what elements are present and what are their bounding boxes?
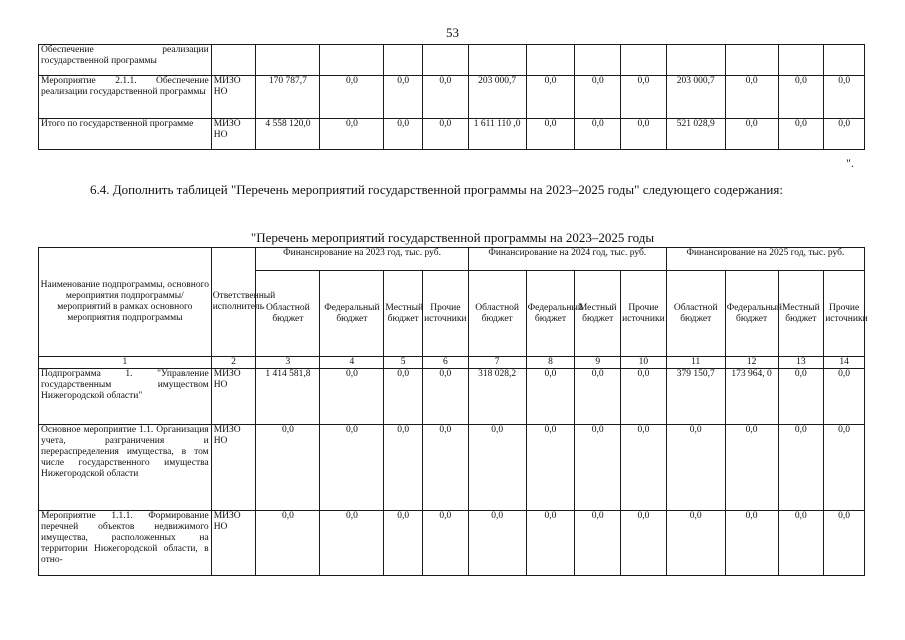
cell-value: 0,0 <box>621 119 667 150</box>
cell-value: 0,0 <box>468 425 526 511</box>
row-name: Подпрограмма 1. "Управление государственным имуществом Нижегородской области" <box>39 369 212 425</box>
column-number: 12 <box>725 357 778 369</box>
cell-value: 0,0 <box>384 119 423 150</box>
cell-value <box>621 45 667 76</box>
row-name: Обеспечение реализации государственной программы <box>39 45 212 76</box>
cell-value: 0,0 <box>725 119 778 150</box>
cell-value: 0,0 <box>320 369 384 425</box>
cell-value: 203 000,7 <box>468 76 526 119</box>
cell-value <box>468 45 526 76</box>
cell-value: 0,0 <box>384 511 423 576</box>
table-row <box>39 45 865 76</box>
cell-value: 0,0 <box>256 511 320 576</box>
cell-value: 0,0 <box>422 425 468 511</box>
header-row-groups <box>39 248 865 271</box>
cell-value: 318 028,2 <box>468 369 526 425</box>
cell-value: 0,0 <box>725 76 778 119</box>
cell-value: 0,0 <box>384 369 423 425</box>
cell-value: 173 964, 0 <box>725 369 778 425</box>
cell-value: 4 558 120,0 <box>256 119 320 150</box>
header-local-budget: Местный бюджет <box>384 271 423 357</box>
header-other-sources: Прочие источники <box>824 271 865 357</box>
cell-value: 0,0 <box>666 511 725 576</box>
column-number: 13 <box>778 357 824 369</box>
header-other-sources: Прочие источники <box>621 271 667 357</box>
column-number: 14 <box>824 357 865 369</box>
column-number: 10 <box>621 357 667 369</box>
top-table <box>38 44 865 150</box>
header-year-2024: Финансирование на 2024 год, тыс. руб. <box>468 248 666 271</box>
cell-value <box>384 45 423 76</box>
header-federal-budget: Федеральный бюджет <box>320 271 384 357</box>
cell-value: 0,0 <box>621 511 667 576</box>
cell-value: 0,0 <box>384 425 423 511</box>
cell-value: 0,0 <box>320 76 384 119</box>
cell-value: 0,0 <box>526 425 575 511</box>
header-year-2025: Финансирование на 2025 год, тыс. руб. <box>666 248 864 271</box>
cell-value: 170 787,7 <box>256 76 320 119</box>
cell-value: 0,0 <box>423 119 469 150</box>
cell-value: 0,0 <box>575 369 621 425</box>
row-responsible: МИЗО НО <box>211 76 256 119</box>
cell-value: 0,0 <box>621 369 667 425</box>
cell-value: 0,0 <box>256 425 320 511</box>
cell-value: 379 150,7 <box>666 369 725 425</box>
cell-value: 0,0 <box>526 369 575 425</box>
header-regional-budget: Областной бюджет <box>468 271 526 357</box>
table-row <box>39 119 865 150</box>
cell-value: 0,0 <box>575 425 621 511</box>
header-federal-budget: Федеральный бюджет <box>526 271 575 357</box>
cell-value: 0,0 <box>320 119 384 150</box>
header-regional-budget: Областной бюджет <box>256 271 320 357</box>
cell-value: 0,0 <box>384 76 423 119</box>
column-number: 4 <box>320 357 384 369</box>
cell-value <box>423 45 469 76</box>
row-name: Мероприятие 1.1.1. Формирование перечней объектов недвижимого имущества, расположенных на территории Нижегородской области, в отно- <box>39 511 212 576</box>
cell-value: 0,0 <box>824 425 865 511</box>
cell-value: 203 000,7 <box>666 76 725 119</box>
cell-value: 0,0 <box>422 511 468 576</box>
column-number: 1 <box>39 357 212 369</box>
cell-value <box>824 45 865 76</box>
cell-value: 0,0 <box>778 425 824 511</box>
cell-value: 0,0 <box>824 511 865 576</box>
cell-value: 0,0 <box>621 425 667 511</box>
cell-value <box>666 45 725 76</box>
table-row <box>39 511 865 576</box>
column-number: 2 <box>211 357 256 369</box>
cell-value: 521 028,9 <box>666 119 725 150</box>
cell-value <box>725 45 778 76</box>
column-number: 9 <box>575 357 621 369</box>
header-name-col: Наименование подпрограммы, основного мероприятия подпрограммы/ мероприятий в рамках основного мероприятия подпрограммы <box>39 248 212 357</box>
cell-value <box>778 45 824 76</box>
column-number: 11 <box>666 357 725 369</box>
row-responsible: МИЗО НО <box>211 369 256 425</box>
cell-value <box>526 45 575 76</box>
body-paragraph: 6.4. Дополнить таблицей "Перечень мероприятий государственной программы на 2023–2025 годы" следующего содержания: <box>90 182 783 197</box>
cell-value: 1 414 581,8 <box>256 369 320 425</box>
header-federal-budget: Федеральный бюджет <box>725 271 778 357</box>
cell-value: 0,0 <box>824 369 865 425</box>
closing-quote: ". <box>846 156 854 170</box>
header-regional-budget: Областной бюджет <box>666 271 725 357</box>
cell-value: 0,0 <box>575 76 621 119</box>
cell-value: 0,0 <box>725 511 778 576</box>
cell-value <box>256 45 320 76</box>
column-number: 7 <box>468 357 526 369</box>
cell-value: 0,0 <box>778 369 824 425</box>
row-responsible: МИЗО НО <box>211 511 256 576</box>
cell-value: 0,0 <box>778 76 824 119</box>
row-name: Основное мероприятие 1.1. Организация учета, разграничения и перераспределения имущества, в том числе государственного имущества Нижегородской области <box>39 425 212 511</box>
cell-value: 0,0 <box>423 76 469 119</box>
column-number: 6 <box>422 357 468 369</box>
cell-value: 0,0 <box>778 119 824 150</box>
cell-value: 0,0 <box>320 425 384 511</box>
page-number: 53 <box>446 25 459 40</box>
cell-value: 0,0 <box>824 119 865 150</box>
cell-value: 0,0 <box>778 511 824 576</box>
cell-value: 0,0 <box>526 119 575 150</box>
cell-value: 0,0 <box>621 76 667 119</box>
header-other-sources: Прочие источники <box>422 271 468 357</box>
header-responsible-col: Ответственный исполнитель <box>211 248 256 357</box>
main-table <box>38 247 868 576</box>
cell-value: 0,0 <box>666 425 725 511</box>
column-number: 3 <box>256 357 320 369</box>
cell-value: 0,0 <box>824 76 865 119</box>
table-row <box>39 369 865 425</box>
cell-value: 0,0 <box>422 369 468 425</box>
row-responsible: МИЗО НО <box>211 119 256 150</box>
column-numbers-row <box>39 357 865 369</box>
row-name: Итого по государственной программе <box>39 119 212 150</box>
table-row <box>39 76 865 119</box>
cell-value: 0,0 <box>575 511 621 576</box>
header-local-budget: Местный бюджет <box>575 271 621 357</box>
header-local-budget: Местный бюджет <box>778 271 824 357</box>
cell-value <box>320 45 384 76</box>
row-responsible: МИЗО НО <box>211 425 256 511</box>
cell-value: 0,0 <box>526 511 575 576</box>
cell-value: 0,0 <box>575 119 621 150</box>
table-caption: "Перечень мероприятий государственной программы на 2023–2025 годы <box>250 230 655 245</box>
cell-value: 0,0 <box>468 511 526 576</box>
header-year-2023: Финансирование на 2023 год, тыс. руб. <box>256 248 468 271</box>
column-number: 8 <box>526 357 575 369</box>
table-row <box>39 425 865 511</box>
cell-value <box>575 45 621 76</box>
cell-value: 0,0 <box>725 425 778 511</box>
column-number: 5 <box>384 357 423 369</box>
row-name: Мероприятие 2.1.1. Обеспечение реализации государственной программы <box>39 76 212 119</box>
cell-value: 0,0 <box>320 511 384 576</box>
cell-value: 1 611 110 ,0 <box>468 119 526 150</box>
cell-value: 0,0 <box>526 76 575 119</box>
row-responsible <box>211 45 256 76</box>
